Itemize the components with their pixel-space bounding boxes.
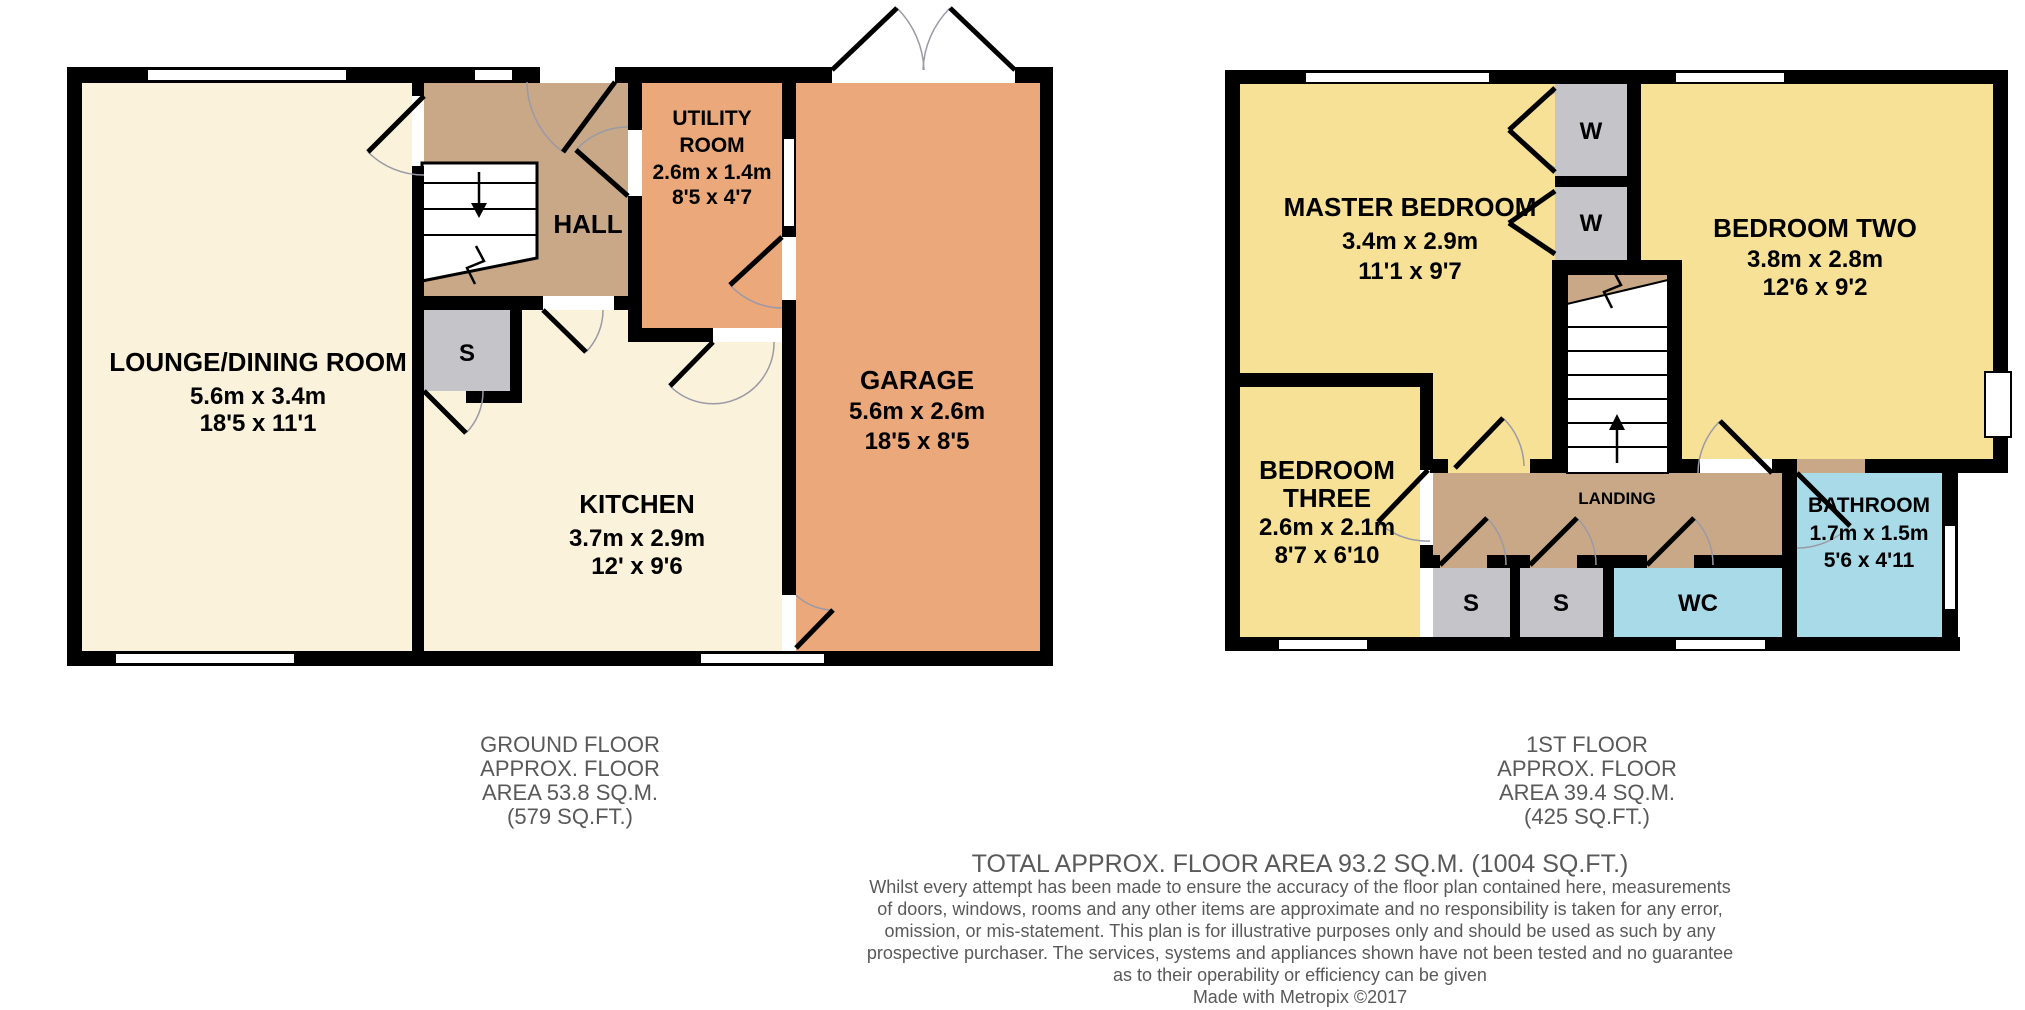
caption-line: APPROX. FLOOR — [480, 756, 660, 781]
disclaimer-line: Whilst every attempt has been made to ensure the accuracy of the floor plan contained here, measurements — [869, 877, 1731, 897]
window-master-top — [1305, 72, 1490, 83]
caption-line: APPROX. FLOOR — [1497, 756, 1677, 781]
label-wardrobe2: W — [1579, 210, 1603, 237]
window-bedroom-three-bottom — [1278, 639, 1368, 650]
caption-line: AREA 39.4 SQ.M. — [1498, 780, 1676, 805]
label-lounge-metric: 5.6m x 3.4m — [189, 383, 327, 410]
label-lounge-name: LOUNGE/DINING ROOM — [109, 347, 407, 377]
label-bedroom-three-2: THREE — [1282, 483, 1372, 513]
room-master-ext — [1433, 373, 1552, 473]
window-wc-bottom — [1675, 639, 1766, 650]
label-landing: LANDING — [1578, 489, 1656, 508]
window-lounge-bottom — [115, 653, 295, 664]
label-utility-1: UTILITY — [672, 107, 752, 130]
ground-floor-caption — [420, 733, 720, 829]
caption-line: GROUND FLOOR — [480, 732, 660, 757]
label-master-metric: 3.4m x 2.9m — [1341, 228, 1479, 255]
label-bedroom-three-metric: 2.6m x 2.1m — [1258, 514, 1396, 541]
first-floor-plan — [1215, 0, 2025, 680]
caption-line: (579 SQ.FT.) — [507, 804, 633, 829]
label-bathroom-imperial: 5'6 x 4'11 — [1823, 549, 1915, 572]
label-kitchen-metric: 3.7m x 2.9m — [568, 525, 706, 552]
disclaimer-line: as to their operability or efficiency can be given — [1113, 965, 1487, 985]
window-utility-garage — [783, 138, 795, 227]
label-kitchen-name: KITCHEN — [579, 489, 695, 519]
label-master-name: MASTER BEDROOM — [1283, 192, 1537, 222]
label-utility-metric: 2.6m x 1.4m — [652, 161, 772, 184]
label-garage-imperial: 18'5 x 8'5 — [864, 428, 970, 455]
caption-line: (425 SQ.FT.) — [1524, 804, 1650, 829]
label-bedroom-three-imperial: 8'7 x 6'10 — [1274, 542, 1380, 569]
label-utility-imperial: 8'5 x 4'7 — [671, 186, 753, 209]
label-kitchen-imperial: 12' x 9'6 — [591, 553, 683, 580]
disclaimer-line: prospective purchaser. The services, systems and appliances shown have not been tested and no guarantee — [866, 943, 1734, 963]
label-garage-metric: 5.6m x 2.6m — [848, 398, 986, 425]
window-bedroom-two-top — [1675, 72, 1785, 83]
first-floor-caption — [1437, 733, 1737, 829]
window-kitchen-bottom — [700, 653, 825, 664]
window-lounge-top — [147, 69, 347, 81]
room-landing-gap4 — [1797, 459, 1865, 473]
garage-double-door — [832, 8, 1015, 70]
window-hall-top — [474, 69, 513, 81]
stairs-up — [1567, 270, 1668, 473]
label-utility-2: ROOM — [679, 134, 745, 157]
label-hall: HALL — [553, 209, 623, 239]
disclaimer-line: of doors, windows, rooms and any other items are approximate and no responsibility is taken for any error, — [877, 899, 1723, 919]
label-wardrobe1: W — [1579, 118, 1603, 145]
caption-line: 1ST FLOOR — [1526, 732, 1648, 757]
caption-line: AREA 53.8 SQ.M. — [481, 780, 659, 805]
label-bedroom-two-name: BEDROOM TWO — [1713, 213, 1917, 243]
total-floor-area: TOTAL APPROX. FLOOR AREA 93.2 SQ.M. (1004 SQ.FT.) — [971, 850, 1629, 878]
label-store-ground: S — [458, 340, 476, 367]
label-bathroom-name: BATHROOM — [1807, 494, 1931, 517]
label-lounge-imperial: 18'5 x 11'1 — [199, 410, 317, 437]
disclaimer-line: omission, or mis-statement. This plan is for illustrative purposes only and should be used as such by any — [884, 921, 1716, 941]
label-wc: WC — [1678, 590, 1718, 617]
disclaimer-text — [770, 876, 1830, 1008]
ground-floor-plan — [62, 0, 1062, 680]
label-garage-name: GARAGE — [859, 365, 975, 395]
label-store2: S — [1552, 590, 1570, 617]
room-landing — [1433, 473, 1797, 555]
label-bedroom-two-metric: 3.8m x 2.8m — [1746, 246, 1884, 273]
label-store1: S — [1462, 590, 1480, 617]
label-bedroom-three-1: BEDROOM — [1259, 455, 1395, 485]
metropix-credit: Made with Metropix ©2017 — [1192, 987, 1408, 1007]
label-bedroom-two-imperial: 12'6 x 9'2 — [1762, 274, 1868, 301]
label-master-imperial: 11'1 x 9'7 — [1358, 258, 1462, 285]
label-bathroom-metric: 1.7m x 1.5m — [1809, 522, 1929, 545]
window-right-side — [1985, 372, 2011, 437]
window-bathroom-right — [1944, 525, 1956, 610]
